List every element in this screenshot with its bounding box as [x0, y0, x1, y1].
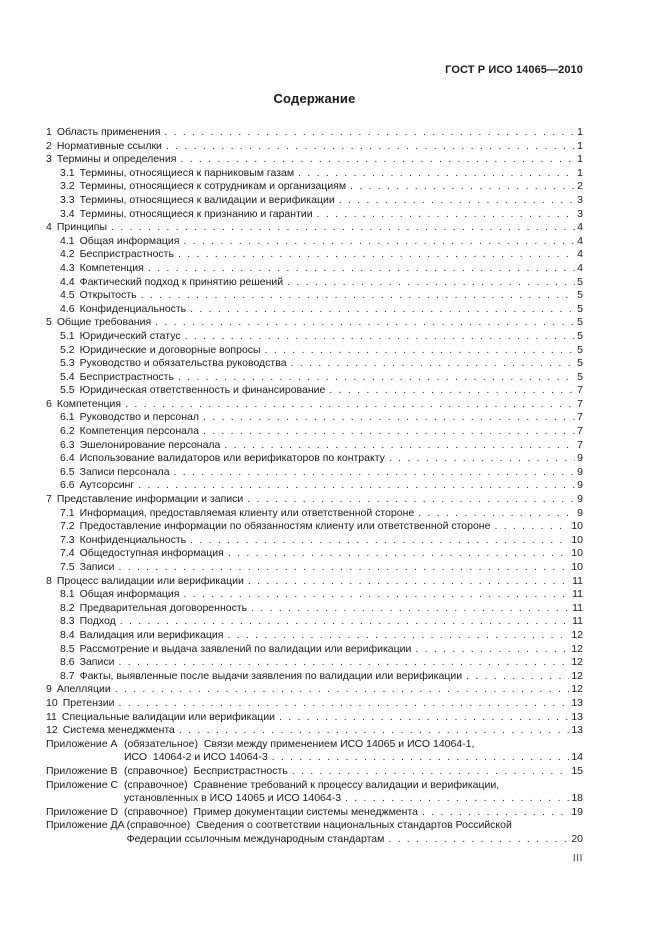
toc-entry-number: 5.2 — [60, 343, 75, 356]
toc-entry-number: 9 — [46, 683, 52, 696]
toc-entry-page: 7 — [577, 425, 583, 438]
toc-entry-page: 4 — [577, 221, 583, 234]
toc-entry-page: 5 — [577, 275, 583, 288]
toc-entry-title: Претензии — [62, 696, 115, 709]
toc-entry-page: 2 — [577, 180, 583, 193]
toc-entry-number: 4.5 — [60, 289, 75, 302]
toc-entry — [46, 507, 583, 521]
toc-entry-page: 10 — [571, 520, 583, 533]
toc-entry-page: 1 — [577, 126, 583, 138]
toc-entry-number: 6.1 — [60, 411, 75, 424]
toc-entry-number: 5.4 — [60, 370, 75, 383]
toc-entry-number: 6.2 — [60, 425, 75, 438]
toc-entry-title: Фактический подход к принятию решений — [79, 275, 284, 288]
annex-last-line — [124, 806, 583, 820]
toc-entry-number: 8.5 — [60, 642, 75, 655]
toc-entry-page: 9 — [577, 506, 583, 519]
annex-body — [124, 779, 583, 806]
toc-entry-number: 11 — [46, 710, 57, 723]
toc-entry-page: 1 — [577, 153, 583, 166]
dot-leader — [389, 452, 575, 466]
toc-entry-title: Нормативные ссылки — [56, 139, 162, 152]
annex-body — [124, 765, 583, 779]
toc-entry — [46, 126, 583, 140]
dot-leader — [291, 357, 576, 371]
dot-leader — [494, 520, 569, 534]
toc-entry — [46, 602, 583, 616]
dot-leader — [345, 792, 569, 806]
toc-entry-number: 5.1 — [60, 329, 75, 342]
toc-entry — [46, 656, 583, 670]
toc-entry-title: Система менеджмента — [62, 724, 175, 737]
toc-entry-number: 4.1 — [60, 234, 75, 247]
dot-leader — [190, 534, 569, 548]
toc-entry-title: Специальные валидации или верификации — [61, 710, 276, 723]
toc-entry-page: 12 — [571, 683, 583, 696]
toc-entry-number: 3.2 — [60, 180, 75, 193]
toc-entry-title: Термины, относящиеся к признанию и гарантии — [79, 207, 313, 220]
toc-entry — [46, 153, 583, 167]
toc-entry-title: Беспристрастность — [79, 370, 174, 383]
dot-leader — [247, 493, 575, 507]
toc-entry-title: Процесс валидации или верификации — [56, 574, 244, 587]
toc-entry-number: 3.4 — [60, 207, 75, 220]
toc-entry-title: Эшелонирование персонала — [79, 438, 221, 451]
dot-leader — [118, 697, 569, 711]
annex-line: (справочное) Пример документации системы менеджмента — [124, 805, 418, 818]
dot-leader — [190, 303, 575, 317]
annex-line: установленных в ИСО 14065 и ИСО 14064-3 — [124, 792, 342, 805]
dot-leader — [227, 629, 569, 643]
annex-page: 20 — [571, 832, 583, 845]
dot-leader — [185, 330, 576, 344]
toc-entry-number: 12 — [46, 724, 58, 737]
dot-leader — [466, 670, 569, 684]
toc-entry-page: 13 — [571, 724, 583, 737]
toc-entry-title: Предварительная договоренность — [79, 601, 248, 614]
toc-entry — [46, 547, 583, 561]
toc-entry-page: 11 — [572, 615, 583, 628]
toc-entry — [46, 615, 583, 629]
dot-leader — [292, 765, 570, 779]
toc-entry — [46, 643, 583, 657]
toc-entry — [46, 670, 583, 684]
toc-entry-title: Факты, выявленные после выдачи заявления по валидации или верификации — [79, 669, 463, 682]
toc-entry — [46, 194, 583, 208]
dot-leader — [329, 384, 575, 398]
toc-entry — [46, 384, 583, 398]
toc-entry-page: 10 — [571, 547, 583, 560]
dot-leader — [180, 153, 575, 167]
toc-entry-number: 3.1 — [60, 166, 75, 179]
toc-entry-title: Записи — [79, 656, 115, 669]
annex-last-line — [124, 765, 583, 779]
annex-entry — [46, 738, 583, 765]
toc-entry-page: 4 — [577, 234, 583, 247]
dot-leader — [115, 683, 570, 697]
annex-line: Федерации ссылочным международным стандартам — [126, 832, 385, 845]
annex-last-line — [124, 792, 583, 806]
dot-leader — [118, 656, 569, 670]
toc-entry-number: 8.6 — [60, 656, 75, 669]
toc-entry-title: Руководство и обязательства руководства — [79, 357, 287, 370]
toc-entry — [46, 411, 583, 425]
toc-entry-number: 6.5 — [60, 465, 75, 478]
toc-entry-page: 10 — [571, 561, 583, 573]
toc-entry — [46, 316, 583, 330]
dot-leader — [166, 140, 575, 154]
toc-entry-page: 4 — [577, 261, 583, 274]
dot-leader — [279, 711, 569, 725]
dot-leader — [179, 724, 569, 738]
dot-leader — [265, 344, 576, 358]
toc-entry-page: 3 — [577, 207, 583, 220]
toc-entry-title: Конфиденциальность — [79, 302, 187, 315]
dot-leader — [224, 439, 575, 453]
toc-entry-number: 8.7 — [60, 669, 75, 682]
dot-leader — [248, 575, 570, 589]
toc-entry-page: 5 — [577, 302, 583, 315]
toc-entry-title: Информация, предоставляемая клиенту или ответственной стороне — [79, 506, 415, 519]
toc-entry — [46, 711, 583, 725]
toc-entry-page: 9 — [577, 479, 583, 492]
toc-entry-number: 2 — [46, 139, 52, 152]
dot-leader — [350, 180, 575, 194]
toc-entry — [46, 303, 583, 317]
annex-label: Приложение С — [46, 778, 119, 791]
toc-entry-page: 5 — [577, 357, 583, 370]
dot-leader — [272, 751, 570, 765]
toc-entry-title: Юридический статус — [79, 329, 181, 342]
toc-entry-number: 1 — [46, 126, 52, 138]
toc-entry-page: 1 — [577, 166, 583, 179]
dot-leader — [111, 221, 575, 235]
toc-entry-page: 5 — [577, 316, 583, 329]
annex-entry — [46, 779, 583, 806]
toc-entry — [46, 724, 583, 738]
annex-page: 15 — [571, 764, 583, 777]
toc-entry-number: 4.6 — [60, 302, 75, 315]
toc-entry — [46, 180, 583, 194]
toc-entry — [46, 697, 583, 711]
annex-body — [124, 738, 583, 765]
toc-entry — [46, 357, 583, 371]
toc-entry-page: 11 — [572, 588, 583, 601]
toc-entry-number: 5 — [46, 316, 52, 329]
toc-entry-title: Компетенция персонала — [79, 425, 199, 438]
annex-line: (справочное) Беспристрастность — [124, 764, 288, 777]
toc-entry-title: Область применения — [56, 126, 161, 138]
toc-entry-title: Принципы — [56, 221, 108, 234]
toc-entry-page: 7 — [577, 397, 583, 410]
toc-entry-title: Валидация или верификация — [79, 628, 224, 641]
toc-entry-number: 6.3 — [60, 438, 75, 451]
toc-entry-number: 7 — [46, 493, 52, 506]
annex-page: 19 — [571, 805, 583, 818]
toc-entry-page: 12 — [571, 628, 583, 641]
toc-entry-page: 11 — [572, 574, 583, 587]
toc-entry-title: Общедоступная информация — [79, 547, 224, 560]
toc-entry-number: 8.2 — [60, 601, 75, 614]
toc-entry-number: 7.5 — [60, 561, 75, 573]
annex-entry — [46, 819, 583, 846]
toc-entry-number: 7.2 — [60, 520, 75, 533]
dot-leader — [174, 466, 576, 480]
toc-entry-number: 7.3 — [60, 533, 75, 546]
dot-leader — [125, 398, 575, 412]
annex-line: (справочное) Сведения о соответствии национальных стандартов Российской — [126, 819, 512, 832]
toc-entry-title: Общие требования — [56, 316, 152, 329]
toc-entry-title: Компетенция — [56, 397, 122, 410]
toc-entry-page: 11 — [572, 601, 583, 614]
toc-entry-number: 8.1 — [60, 588, 75, 601]
dot-leader — [118, 561, 569, 575]
toc-entry-page: 7 — [577, 411, 583, 424]
toc-entry-title: Термины, относящиеся к сотрудникам и организациям — [79, 180, 347, 193]
annex-list — [46, 738, 583, 847]
annex-last-line — [127, 833, 583, 847]
toc-entry-page: 5 — [577, 370, 583, 383]
toc-entry-page: 1 — [577, 139, 583, 152]
folio-page-number: III — [572, 853, 583, 865]
toc-entry-title: Использование валидаторов или верификаторов по контракту — [79, 452, 385, 465]
dot-leader — [155, 316, 575, 330]
toc-entry — [46, 534, 583, 548]
toc-entry-title: Записи персонала — [79, 465, 170, 478]
toc-entry — [46, 425, 583, 439]
dot-leader — [298, 167, 575, 181]
toc-entry-title: Компетенция — [79, 261, 144, 274]
toc-entry-title: Представление информации и записи — [56, 493, 244, 506]
annex-body — [124, 806, 583, 820]
toc-entry-number: 8 — [46, 574, 52, 587]
dot-leader — [164, 126, 575, 140]
dot-leader — [141, 289, 576, 303]
dot-leader — [148, 262, 575, 276]
toc-entry — [46, 561, 583, 575]
annex-label: Приложение D — [46, 805, 119, 818]
toc-entry-title: Предоставление информации по обязанностям клиенту или ответственной стороне — [79, 520, 491, 533]
toc-entry-page: 7 — [577, 438, 583, 451]
dot-leader — [418, 507, 575, 521]
toc-entry-title: Термины и определения — [56, 153, 177, 166]
toc-entry-title: Рассмотрение и выдача заявлений по валидации или верификации — [79, 642, 412, 655]
toc-entry — [46, 371, 583, 385]
toc-entry — [46, 330, 583, 344]
toc-entry-page: 9 — [577, 452, 583, 465]
toc-entry-title: Юридические и договорные вопросы — [79, 343, 261, 356]
annex-page: 18 — [571, 792, 583, 805]
toc-entry — [46, 167, 583, 181]
dot-leader — [183, 588, 570, 602]
toc-entry-number: 6.4 — [60, 452, 75, 465]
annex-entry — [46, 765, 583, 779]
dot-leader — [178, 248, 575, 262]
toc-entry-page: 5 — [577, 343, 583, 356]
toc-entry-number: 3 — [46, 153, 52, 166]
annex-label: Приложение ДА — [46, 819, 125, 832]
toc-entry-number: 10 — [46, 696, 58, 709]
dot-leader — [183, 235, 575, 249]
toc-entry — [46, 452, 583, 466]
toc-entry-page: 4 — [577, 248, 583, 261]
toc-entry — [46, 629, 583, 643]
toc-entry — [46, 221, 583, 235]
toc-entry-title: Открытость — [79, 289, 137, 302]
dot-leader — [422, 806, 569, 820]
dot-leader — [415, 643, 569, 657]
toc-entry-page: 12 — [571, 656, 583, 669]
toc-entry-page: 13 — [571, 696, 583, 709]
toc-entry-number: 6.6 — [60, 479, 75, 492]
toc-entry-number: 4.3 — [60, 261, 75, 274]
toc-entry — [46, 575, 583, 589]
toc-entry-page: 5 — [577, 329, 583, 342]
toc-entry-title: Записи — [79, 561, 115, 573]
dot-leader — [251, 602, 570, 616]
toc-entry-number: 6 — [46, 397, 52, 410]
toc-entry-title: Термины, относящиеся к валидации и верификации — [79, 193, 335, 206]
annex-line: (справочное) Сравнение требований к процессу валидации и верификации, — [124, 778, 500, 791]
toc-entry-number: 5.3 — [60, 357, 75, 370]
toc-entry-number: 8.3 — [60, 615, 75, 628]
toc-entry-number: 4.2 — [60, 248, 75, 261]
toc-entry-page: 12 — [571, 669, 583, 682]
toc-entry-number: 3.3 — [60, 193, 75, 206]
annex-line: ИСО 14064-2 и ИСО 14064-3 — [124, 751, 268, 764]
dot-leader — [203, 425, 575, 439]
toc-entry-title: Общая информация — [79, 588, 180, 601]
annex-line: (обязательное) Связи между применением ИСО 14065 и ИСО 14064-1, — [124, 737, 475, 750]
toc-entry — [46, 276, 583, 290]
toc-entry-page: 5 — [577, 289, 583, 302]
dot-leader — [138, 479, 575, 493]
dot-leader — [120, 615, 570, 629]
dot-leader — [228, 547, 569, 561]
toc-entry-number: 8.4 — [60, 628, 75, 641]
toc-entry-page: 13 — [571, 710, 583, 723]
toc-entry-number: 4 — [46, 221, 52, 234]
toc-entry-page: 10 — [571, 533, 583, 546]
annex-last-line — [124, 751, 583, 765]
toc-entry-number: 7.1 — [60, 506, 75, 519]
toc-entry-number: 7.4 — [60, 547, 75, 560]
toc-entry-title: Подход — [79, 615, 116, 628]
annex-label: Приложение А — [46, 737, 118, 750]
toc-entry-title: Общая информация — [79, 234, 180, 247]
toc-entry — [46, 520, 583, 534]
toc-entry — [46, 479, 583, 493]
toc-entry — [46, 398, 583, 412]
toc-entry-page: 9 — [577, 493, 583, 506]
toc-entry-page: 12 — [571, 642, 583, 655]
toc-entry — [46, 466, 583, 480]
annex-page: 14 — [571, 751, 583, 764]
dot-leader — [287, 276, 575, 290]
toc-entry — [46, 588, 583, 602]
toc-entry-page: 3 — [577, 193, 583, 206]
toc-entry-title: Апелляции — [56, 683, 111, 696]
annex-label: Приложение В — [46, 764, 118, 777]
dot-leader — [317, 208, 576, 222]
dot-leader — [339, 194, 575, 208]
toc-entry-title: Конфиденциальность — [79, 533, 187, 546]
dot-leader — [203, 411, 575, 425]
table-of-contents — [46, 126, 583, 738]
annex-entry — [46, 806, 583, 820]
annex-body — [127, 819, 583, 846]
toc-entry — [46, 140, 583, 154]
toc-entry — [46, 289, 583, 303]
toc-entry — [46, 235, 583, 249]
toc-entry — [46, 493, 583, 507]
toc-entry-title: Юридическая ответственность и финансирование — [79, 384, 326, 397]
toc-entry — [46, 248, 583, 262]
toc-entry-title: Термины, относящиеся к парниковым газам — [79, 166, 295, 179]
dot-leader — [178, 371, 575, 385]
page-title: Содержание — [273, 91, 356, 106]
toc-entry — [46, 344, 583, 358]
dot-leader — [388, 833, 569, 847]
toc-entry-page: 9 — [577, 465, 583, 478]
toc-entry-number: 5.5 — [60, 384, 75, 397]
toc-entry-number: 4.4 — [60, 275, 75, 288]
running-header: ГОСТ Р ИСО 14065—2010 — [445, 64, 583, 76]
toc-entry-title: Руководство и персонал — [79, 411, 200, 424]
toc-entry — [46, 208, 583, 222]
toc-entry-title: Беспристрастность — [79, 248, 174, 261]
toc-entry — [46, 262, 583, 276]
toc-entry — [46, 683, 583, 697]
toc-entry — [46, 439, 583, 453]
toc-entry-page: 7 — [577, 384, 583, 397]
toc-entry-title: Аутсорсинг — [79, 479, 135, 492]
